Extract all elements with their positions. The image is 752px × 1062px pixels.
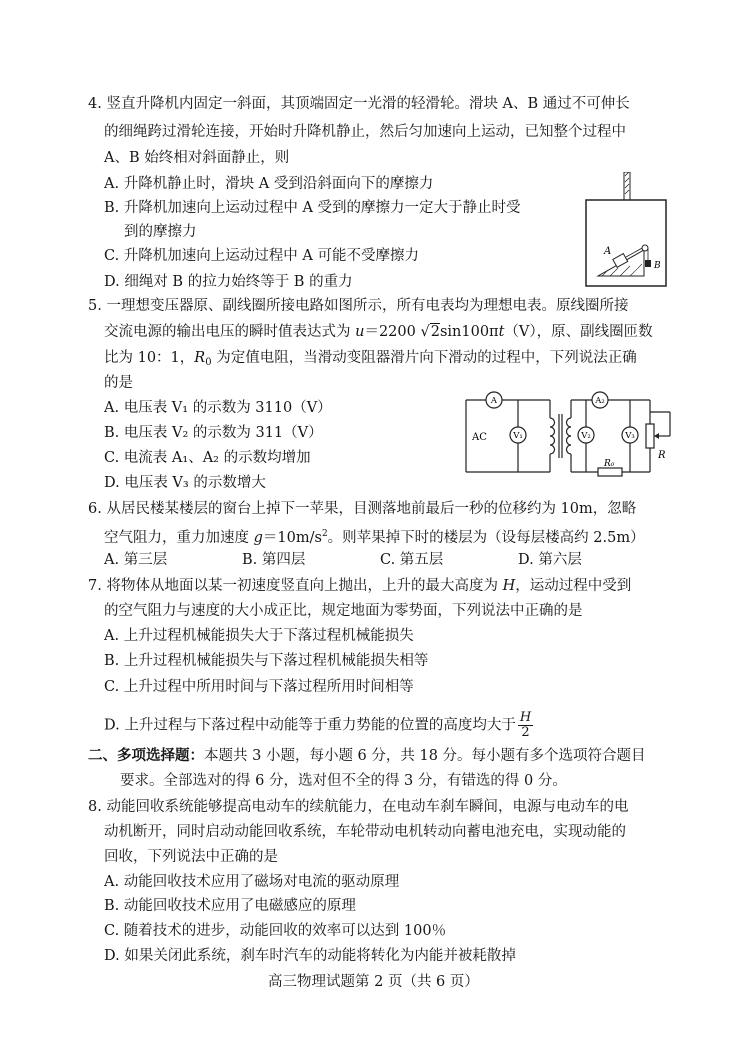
q5-line-1: 5. 一理想变压器原、副线圈所接电路如图所示，所有电表均为理想电表。原线圈所接 bbox=[88, 298, 629, 314]
fraction-h-over-2: $\frac{H}{2}$ bbox=[519, 710, 532, 740]
svg-text:A: A bbox=[490, 396, 498, 406]
svg-text:V₃: V₃ bbox=[625, 431, 635, 441]
q7-option-c: C. 上升过程中所用时间与下落过程所用时间相等 bbox=[104, 679, 414, 695]
q4-line-3: A、B 始终相对斜面静止，则 bbox=[104, 150, 290, 166]
q8-line-1: 8. 动能回收系统能够提高电动车的续航能力，在电动车刹车瞬间，电源与电动车的电 bbox=[88, 799, 629, 815]
q4-option-c: C. 升降机加速向上运动过程中 A 可能不受摩擦力 bbox=[104, 248, 419, 264]
elevator-incline-figure bbox=[584, 172, 668, 288]
q8-option-d: D. 如果关闭此系统，刹车时汽车的动能将转化为内能并被耗散掉 bbox=[104, 948, 516, 964]
q7-line-1: 7. 将物体从地面以某一初速度竖直向上抛出，上升的最大高度为 H，运动过程中受到 bbox=[88, 578, 632, 594]
q5-option-b: B. 电压表 V₂ 的示数为 311（V） bbox=[104, 425, 323, 441]
svg-text:V₁: V₁ bbox=[513, 431, 523, 441]
r-label: R bbox=[658, 450, 666, 461]
q7-option-b: B. 上升过程机械能损失与下落过程机械能损失相等 bbox=[104, 653, 429, 669]
q4-line-1: 4. 竖直升降机内固定一斜面，其顶端固定一光滑的轻滑轮。滑块 A、B 通过不可伸长 bbox=[88, 96, 630, 112]
q4-option-b: B. 升降机加速向上运动过程中 A 受到的摩擦力一定大于静止时受 bbox=[104, 200, 521, 216]
rheostat-r bbox=[646, 424, 654, 448]
q5-line-3: 比为 10：1，$R_0$ 为定值电阻，当滑动变阻器滑片向下滑动的过程中，下列说法正确 bbox=[104, 350, 637, 368]
svg-text:V₂: V₂ bbox=[581, 431, 591, 441]
q6-option-b: B. 第四层 bbox=[242, 552, 306, 568]
label-a: A bbox=[604, 246, 612, 257]
page-footer: 高三物理试题第 2 页（共 6 页） bbox=[268, 974, 479, 990]
q8-option-c: C. 随着技术的进步，动能回收的效率可以达到 100％ bbox=[104, 923, 447, 939]
q7-line-2: 的空气阻力与速度的大小成正比，规定地面为零势面，下列说法中正确的是 bbox=[104, 603, 583, 619]
q7-option-d: D. 上升过程与下落过程中动能等于重力势能的位置的高度均大于 $\frac{H}{2}$ bbox=[104, 710, 532, 740]
q5-line-2: 交流电源的输出电压的瞬时值表达式为 u＝2200 √2sin100πt（V），原、副线圈匝数 bbox=[104, 324, 653, 340]
q8-line-2: 动机断开，同时启动动能回收系统，车轮带动电机转动向蓄电池充电，实现动能的 bbox=[104, 824, 626, 840]
q4-line-2: 的细绳跨过滑轮连接，开始时升降机静止，然后匀加速向上运动，已知整个过程中 bbox=[104, 124, 626, 140]
label-b: B bbox=[654, 261, 661, 271]
q6-line-2: 空气阻力，重力加速度 $g=10m/s^2$。则苹果掉下时的楼层为（设每层楼高约 2.5m） bbox=[104, 529, 645, 546]
q6-option-c: C. 第五层 bbox=[380, 552, 444, 568]
q5-option-d: D. 电压表 V₃ 的示数增大 bbox=[104, 475, 266, 491]
q4-option-b-cont: 到的摩擦力 bbox=[124, 224, 197, 240]
q5-line-4: 的是 bbox=[104, 375, 133, 391]
q8-option-a: A. 动能回收技术应用了磁场对电流的驱动原理 bbox=[104, 874, 400, 890]
q5-option-a: A. 电压表 V₁ 的示数为 3110（V） bbox=[104, 400, 332, 416]
q5-option-c: C. 电流表 A₁、A₂ 的示数均增加 bbox=[104, 450, 311, 466]
q6-line-1: 6. 从居民楼某楼层的窗台上掉下一苹果，目测落地前最后一秒的位移约为 10m，忽略 bbox=[88, 501, 637, 517]
resistor-r0 bbox=[598, 468, 622, 476]
section-2-heading: 二、多项选择题：本题共 3 小题，每小题 6 分，共 18 分。每小题有多个选项符合题目 bbox=[88, 747, 646, 764]
svg-text:A₂: A₂ bbox=[595, 396, 605, 406]
q8-option-b: B. 动能回收技术应用了电磁感应的原理 bbox=[104, 898, 356, 914]
transformer-circuit-figure bbox=[458, 388, 680, 484]
pulley bbox=[642, 245, 648, 251]
r0-label: R₀ bbox=[604, 459, 615, 469]
block-b bbox=[645, 260, 651, 267]
q6-option-d: D. 第六层 bbox=[518, 552, 582, 568]
q8-line-3: 回收，下列说法中正确的是 bbox=[104, 849, 278, 865]
q6-option-a: A. 第三层 bbox=[104, 552, 168, 568]
q4-option-a: A. 升降机静止时，滑块 A 受到沿斜面向下的摩擦力 bbox=[104, 176, 434, 192]
ac-source-label: AC bbox=[472, 432, 487, 443]
section-2-line-2: 要求。全部选对的得 6 分，选对但不全的得 3 分，有错选的得 0 分。 bbox=[120, 773, 567, 789]
q4-option-d: D. 细绳对 B 的拉力始终等于 B 的重力 bbox=[104, 274, 353, 290]
q7-option-a: A. 上升过程机械能损失大于下落过程机械能损失 bbox=[104, 628, 414, 644]
